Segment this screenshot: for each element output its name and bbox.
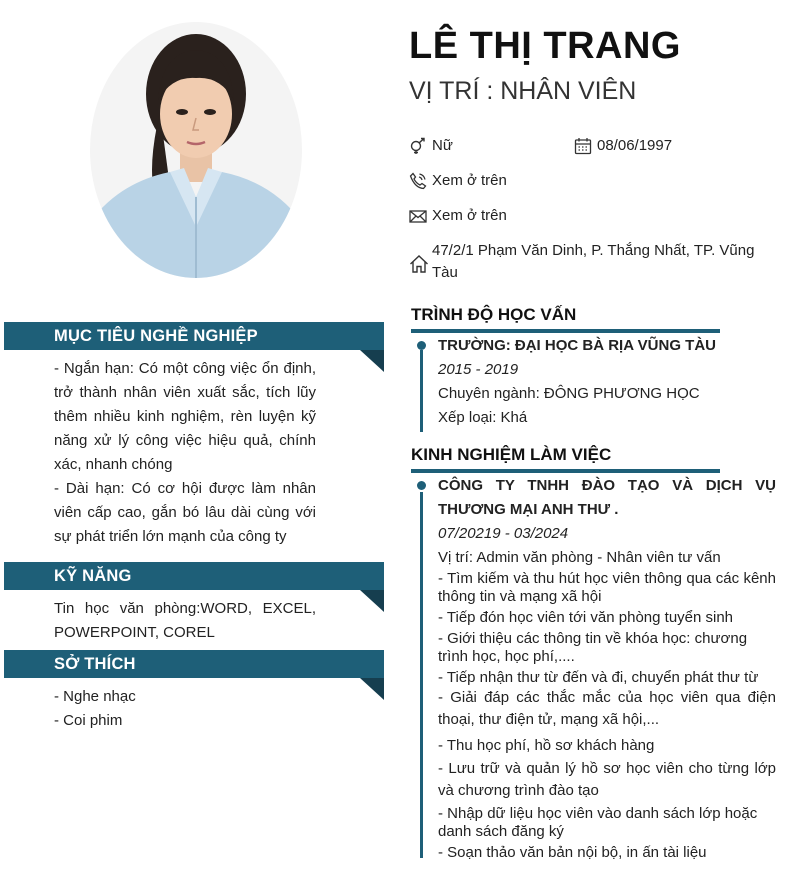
education-section-header: TRÌNH ĐỘ HỌC VẤN [411, 303, 720, 333]
school-name: TRƯỜNG: ĐẠI HỌC BÀ RỊA VŨNG TÀU [438, 337, 717, 354]
hobbies-section-header: SỞ THÍCH [4, 650, 384, 678]
skills-text [54, 597, 316, 645]
email-value: Xem ở trên [432, 207, 507, 224]
objective-section-header: MỤC TIÊU NGHỀ NGHIỆP [4, 322, 384, 350]
experience-timeline [420, 492, 423, 858]
education-major: Chuyên ngành: ĐÔNG PHƯƠNG HỌC [438, 385, 700, 402]
duty-item: - Tiếp đón học viên tới văn phòng tuyển sinh [438, 609, 734, 626]
experience-section-header: KINH NGHIỆM LÀM VIỆC [411, 443, 720, 473]
ribbon-fold [360, 590, 384, 612]
duty-item: - Nhập dữ liệu học viên vào danh sách lớp hoặc danh sách đăng ký [438, 805, 758, 840]
birthday-row [574, 135, 672, 157]
phone-row [409, 170, 507, 192]
education-period: 2015 - 2019 [438, 361, 519, 378]
education-grade: Xếp loại: Khá [438, 409, 528, 426]
objective-short-term: - Ngắn hạn: Có một công việc ổn định, trở thành nhân viên xuất sắc, tích lũy thêm nhiều kinh nghiệm, rèn luyện kỹ năng xử lý công việc hiệu quả, chính xác, nhanh chóng [54, 360, 316, 473]
duty-item: - Giải đáp các thắc mắc của học viên qua điện thoại, thư điện tử, mạng xã hội,... [438, 689, 776, 728]
education-timeline [420, 350, 423, 432]
home-icon [409, 254, 429, 274]
phone-icon [409, 172, 427, 190]
phone-value: Xem ở trên [432, 172, 507, 189]
duty-item: - Tìm kiếm và thu hút học viên thông qua các kênh thông tin và mạng xã hội [438, 570, 776, 605]
objective-long-term: - Dài hạn: Có cơ hội được làm nhân viên cấp cao, gắn bó lâu dài cùng với sự phát triển lớn mạnh của công ty [54, 480, 316, 545]
hobby-item: - Coi phim [54, 712, 123, 729]
gender-icon [409, 137, 427, 155]
experience-role: Vị trí: Admin văn phòng - Nhân viên tư vấn [438, 549, 721, 566]
candidate-name: LÊ THỊ TRANG [409, 25, 681, 67]
duty-item: - Lưu trữ và quản lý hồ sơ học viên cho từng lớp và chương trình đào tạo [438, 760, 776, 799]
profile-photo [90, 22, 302, 278]
address-row [409, 240, 779, 284]
company-name: CÔNG TY TNHH ĐÀO TẠO VÀ DỊCH VỤ THƯƠNG MẠI ANH THƯ . [438, 477, 776, 518]
address-value: 47/2/1 Phạm Văn Dinh, P. Thắng Nhất, TP. Vũng Tàu [432, 242, 755, 281]
skills-section-header: KỸ NĂNG [4, 562, 384, 590]
mail-icon [409, 207, 427, 225]
ribbon-fold [360, 350, 384, 372]
timeline-dot [417, 341, 426, 350]
calendar-icon [574, 137, 592, 155]
hobbies-list [54, 685, 316, 733]
hobby-item: - Nghe nhạc [54, 688, 136, 705]
duty-item: - Giới thiệu các thông tin về khóa học: chương trình học, học phí,.... [438, 630, 748, 665]
gender-value: Nữ [432, 137, 453, 154]
candidate-position: VỊ TRÍ : NHÂN VIÊN [409, 77, 637, 105]
objective-text [54, 357, 316, 549]
timeline-dot [417, 481, 426, 490]
birthday-value: 08/06/1997 [597, 137, 673, 154]
experience-period: 07/20219 - 03/2024 [438, 525, 569, 542]
duty-item: - Soạn thảo văn bản nội bộ, in ấn tài liệu [438, 844, 707, 861]
duty-item: - Tiếp nhận thư từ đến và đi, chuyển phát thư từ [438, 669, 759, 686]
email-row [409, 205, 507, 227]
duty-item: - Thu học phí, hồ sơ khách hàng [438, 737, 655, 754]
skills-item: Tin học văn phòng:WORD, EXCEL, POWERPOINT, COREL [54, 600, 316, 641]
education-entry [438, 334, 776, 430]
experience-entry [438, 474, 776, 862]
gender-row [409, 135, 453, 157]
ribbon-fold [360, 678, 384, 700]
